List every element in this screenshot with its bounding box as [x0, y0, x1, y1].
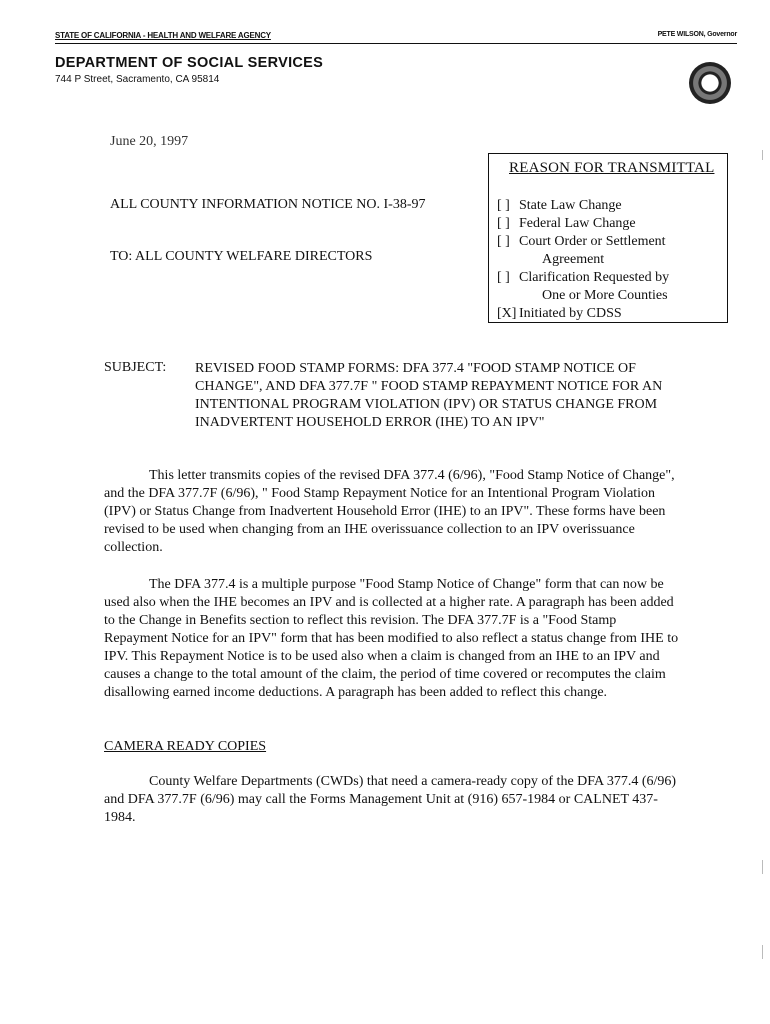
reason-item-federal-law: [497, 215, 636, 233]
reason-label-continued: Agreement: [542, 252, 605, 267]
reason-label: Initiated by CDSS: [519, 306, 622, 321]
reason-checkbox: [ ]: [497, 270, 510, 285]
reason-label: Federal Law Change: [519, 216, 636, 231]
reason-box-title: REASON FOR TRANSMITTAL: [509, 160, 715, 176]
agency-name: STATE OF CALIFORNIA - HEALTH AND WELFARE AGENCY: [55, 31, 271, 40]
reason-label-continued: One or More Counties: [542, 288, 668, 303]
reason-label: Court Order or Settlement: [519, 234, 666, 249]
reason-item-initiated-by-cdss: [497, 305, 622, 323]
addressee: TO: ALL COUNTY WELFARE DIRECTORS: [110, 249, 373, 264]
section-heading: CAMERA READY COPIES: [104, 739, 267, 754]
governor-name: PETE WILSON, Governor: [657, 31, 737, 38]
department-address: 744 P Street, Sacramento, CA 95814: [55, 74, 220, 85]
reason-item-clarification: [497, 269, 669, 287]
letter-date: June 20, 1997: [110, 134, 189, 149]
scan-mark: [762, 945, 763, 959]
reason-checkbox: [ ]: [497, 216, 510, 231]
paragraph-text: County Welfare Departments (CWDs) that need a camera-ready copy of the DFA 377.4 (6/96) and DFA 377.7F (6/96) may call the Forms Management Unit at (916) 657-1984 or CALNET 437-1984.: [104, 774, 677, 825]
paragraph-text: This letter transmits copies of the revised DFA 377.4 (6/96), "Food Stamp Notice of Change", and the DFA 377.7F (6/96), " Food Stamp Repayment Notice for an Intentional Program Violation (IPV) or Status Change from Inadvertent Household Error (IHE) to an IPV". These forms have been revised to be used when changing from an IHE overissuance collection to an IPV overissuance collection.: [104, 468, 675, 555]
reason-label: Clarification Requested by: [519, 270, 670, 285]
reason-item-court-order: [497, 233, 666, 251]
scan-mark: [762, 150, 763, 160]
reason-label: State Law Change: [519, 198, 622, 213]
reason-checkbox-checked: [X]: [497, 306, 517, 321]
reason-checkbox: [ ]: [497, 234, 510, 249]
reason-item-state-law: [497, 197, 622, 215]
subject-text: REVISED FOOD STAMP FORMS: DFA 377.4 "FOOD STAMP NOTICE OF CHANGE", AND DFA 377.7F " FOOD STAMP REPAYMENT NOTICE FOR AN INTENTIONAL PROGRAM VIOLATION (IPV) OR STATUS CHANGE FROM INADVERTENT HOUSEHOLD ERROR (IHE) TO AN IPV": [195, 361, 663, 430]
scan-mark: [762, 860, 763, 874]
reason-checkbox: [ ]: [497, 198, 510, 213]
department-name: DEPARTMENT OF SOCIAL SERVICES: [55, 55, 324, 71]
body-paragraph-3: [104, 773, 682, 827]
state-seal-icon: [689, 62, 731, 104]
reason-for-transmittal-box: [488, 153, 728, 323]
subject-label: SUBJECT:: [104, 360, 167, 375]
paragraph-text: The DFA 377.4 is a multiple purpose "Food Stamp Notice of Change" form that can now be used also when the IHE becomes an IPV and is collected at a higher rate. A paragraph has been added to the Change in Benefits section to reflect this revision. The DFA 377.7F is a "Food Stamp Repayment Notice for an IPV" form that has been modified to also reflect a status change from IHE to IPV. This Repayment Notice is to be used also when a claim is changed from an IHE to an IPV and causes a change to the total amount of the claim, the period of time covered or recomputes the claim disallowing earned income deductions. A paragraph has been added to reflect this change.: [104, 577, 679, 700]
body-paragraph-2: [104, 576, 682, 702]
letterhead-rule: [55, 31, 737, 44]
notice-number: ALL COUNTY INFORMATION NOTICE NO. I-38-97: [110, 197, 426, 212]
body-paragraph-1: [104, 467, 682, 557]
